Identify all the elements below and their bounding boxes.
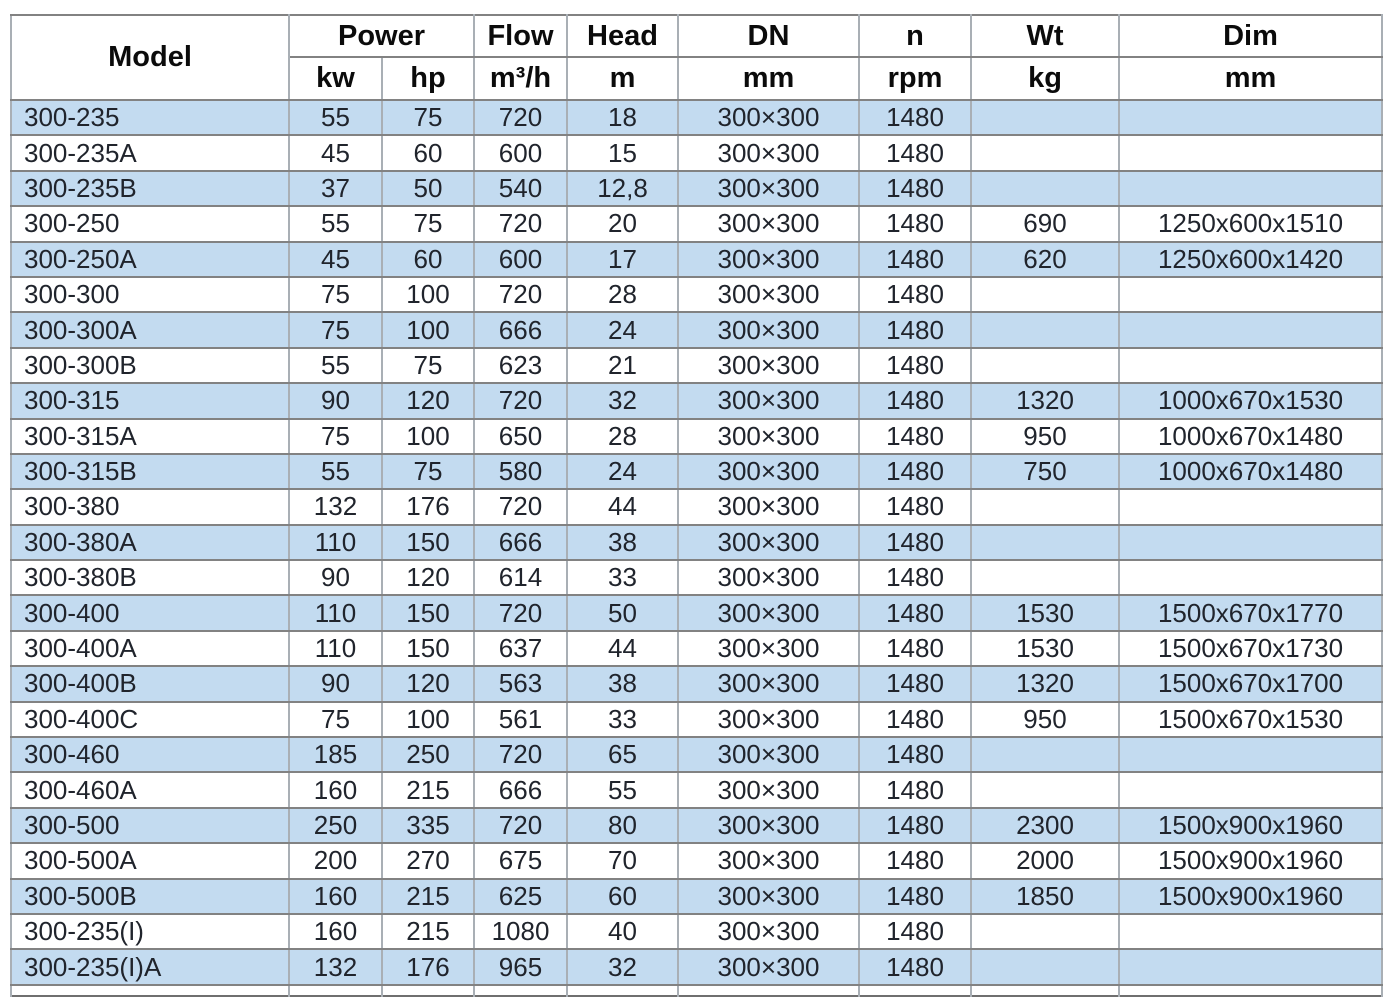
cell-head: 33 [567,560,678,595]
header-label-row [11,15,1382,57]
cell-dn: 300×300 [678,171,859,206]
table-row [11,206,1382,241]
cell-hp: 120 [382,560,474,595]
cell-wt [971,772,1119,807]
cell-hp: 150 [382,631,474,666]
cell-rpm: 1480 [859,383,971,418]
cell-head: 38 [567,525,678,560]
cell-model: 300-380B [11,560,289,595]
cell-head: 18 [567,100,678,135]
table-row [11,135,1382,170]
table-row [11,489,1382,524]
unit-hp: hp [382,57,474,100]
cell-flow: 675 [474,843,567,878]
cell-flow: 720 [474,489,567,524]
cell-rpm: 1480 [859,100,971,135]
cell-rpm: 1480 [859,914,971,949]
table-row [11,631,1382,666]
cell-rpm: 1480 [859,242,971,277]
cell-model: 300-315A [11,419,289,454]
cell-head: 28 [567,419,678,454]
unit-n: rpm [859,57,971,100]
cell-wt [971,100,1119,135]
cell-rpm: 1480 [859,489,971,524]
unit-flow: m³/h [474,57,567,100]
col-header-model: Model [11,15,289,100]
cell-model: 300-235(I)A [11,949,289,984]
cell-kw: 90 [289,666,382,701]
cell-hp: 335 [382,808,474,843]
cell-head: 32 [567,949,678,984]
cell-kw: 37 [289,171,382,206]
cell-empty [11,985,289,996]
table-row [11,702,1382,737]
cell-empty [1119,985,1382,996]
cell-hp: 100 [382,419,474,454]
cell-dim: 1500x670x1770 [1119,595,1382,630]
cell-model: 300-235B [11,171,289,206]
cell-rpm: 1480 [859,312,971,347]
cell-flow: 561 [474,702,567,737]
cell-hp: 100 [382,312,474,347]
cell-rpm: 1480 [859,348,971,383]
cell-dn: 300×300 [678,666,859,701]
cell-dn: 300×300 [678,242,859,277]
cell-dn: 300×300 [678,135,859,170]
cell-empty [474,985,567,996]
table-row [11,454,1382,489]
cell-rpm: 1480 [859,737,971,772]
table-row [11,242,1382,277]
cell-wt: 1530 [971,595,1119,630]
col-header-dn: DN [678,15,859,57]
table-row [11,312,1382,347]
cell-head: 17 [567,242,678,277]
cell-dim [1119,348,1382,383]
cell-flow: 720 [474,737,567,772]
cell-rpm: 1480 [859,277,971,312]
cell-hp: 50 [382,171,474,206]
cell-head: 44 [567,489,678,524]
cell-rpm: 1480 [859,419,971,454]
cell-flow: 540 [474,171,567,206]
table-row [11,808,1382,843]
cell-kw: 55 [289,348,382,383]
table-row [11,525,1382,560]
cell-wt [971,489,1119,524]
cell-dn: 300×300 [678,560,859,595]
cell-dn: 300×300 [678,277,859,312]
cell-dim [1119,560,1382,595]
unit-wt: kg [971,57,1119,100]
cell-dn: 300×300 [678,737,859,772]
cell-rpm: 1480 [859,843,971,878]
table-row [11,772,1382,807]
cell-kw: 132 [289,489,382,524]
cell-head: 32 [567,383,678,418]
table-body [11,100,1382,996]
cell-rpm: 1480 [859,702,971,737]
cell-model: 300-460 [11,737,289,772]
cell-dim [1119,489,1382,524]
table-row [11,100,1382,135]
cell-head: 55 [567,772,678,807]
table-row [11,419,1382,454]
cell-hp: 100 [382,277,474,312]
cell-kw: 250 [289,808,382,843]
cell-model: 300-235(I) [11,914,289,949]
cell-flow: 650 [474,419,567,454]
cell-hp: 120 [382,666,474,701]
cell-head: 20 [567,206,678,241]
cell-rpm: 1480 [859,454,971,489]
cell-wt [971,914,1119,949]
cell-dn: 300×300 [678,383,859,418]
cell-hp: 215 [382,914,474,949]
cell-rpm: 1480 [859,772,971,807]
cell-dim: 1500x670x1730 [1119,631,1382,666]
cell-dn: 300×300 [678,206,859,241]
cell-kw: 160 [289,879,382,914]
cell-wt [971,135,1119,170]
cell-kw: 200 [289,843,382,878]
cell-head: 65 [567,737,678,772]
col-header-wt: Wt [971,15,1119,57]
cell-head: 38 [567,666,678,701]
cell-head: 80 [567,808,678,843]
cell-dim: 1500x900x1960 [1119,843,1382,878]
cell-flow: 625 [474,879,567,914]
table-row [11,666,1382,701]
cell-dn: 300×300 [678,525,859,560]
cell-dim [1119,772,1382,807]
table-row [11,348,1382,383]
cell-hp: 150 [382,525,474,560]
pump-spec-table [10,14,1383,997]
cell-model: 300-315B [11,454,289,489]
unit-dn: mm [678,57,859,100]
cell-flow: 623 [474,348,567,383]
cell-dim: 1500x670x1700 [1119,666,1382,701]
cell-dim: 1500x900x1960 [1119,808,1382,843]
cell-dn: 300×300 [678,879,859,914]
cell-kw: 132 [289,949,382,984]
table-row [11,914,1382,949]
cell-kw: 160 [289,772,382,807]
cell-model: 300-250 [11,206,289,241]
cell-wt [971,348,1119,383]
cell-model: 300-500 [11,808,289,843]
cell-head: 24 [567,454,678,489]
cell-dim: 1000x670x1480 [1119,454,1382,489]
cell-dn: 300×300 [678,808,859,843]
cell-kw: 75 [289,277,382,312]
cell-head: 28 [567,277,678,312]
cell-head: 70 [567,843,678,878]
cell-wt: 1850 [971,879,1119,914]
cell-model: 300-400A [11,631,289,666]
cell-dn: 300×300 [678,914,859,949]
cell-rpm: 1480 [859,525,971,560]
cell-kw: 45 [289,242,382,277]
cell-dim [1119,525,1382,560]
unit-kw: kw [289,57,382,100]
col-header-head: Head [567,15,678,57]
cell-hp: 176 [382,489,474,524]
cell-hp: 270 [382,843,474,878]
cell-dn: 300×300 [678,489,859,524]
pump-spec-table-wrapper [10,14,1383,997]
table-row [11,949,1382,984]
cell-flow: 637 [474,631,567,666]
cell-kw: 90 [289,383,382,418]
cell-flow: 720 [474,808,567,843]
cell-rpm: 1480 [859,808,971,843]
cell-head: 12,8 [567,171,678,206]
cell-model: 300-235 [11,100,289,135]
cell-dim: 1500x670x1530 [1119,702,1382,737]
cell-empty [289,985,382,996]
cell-hp: 75 [382,100,474,135]
cell-wt [971,312,1119,347]
cell-hp: 120 [382,383,474,418]
cell-flow: 563 [474,666,567,701]
unit-dim: mm [1119,57,1382,100]
cell-dim: 1250x600x1420 [1119,242,1382,277]
cell-kw: 110 [289,595,382,630]
cell-wt: 1320 [971,666,1119,701]
cell-wt [971,560,1119,595]
cell-hp: 215 [382,879,474,914]
cell-wt: 620 [971,242,1119,277]
cell-dim: 1000x670x1530 [1119,383,1382,418]
cell-flow: 720 [474,595,567,630]
cell-wt: 950 [971,702,1119,737]
cell-wt: 690 [971,206,1119,241]
col-header-power: Power [289,15,474,57]
cell-wt: 1320 [971,383,1119,418]
cell-hp: 215 [382,772,474,807]
cell-flow: 720 [474,277,567,312]
cell-rpm: 1480 [859,879,971,914]
cell-model: 300-380A [11,525,289,560]
cell-model: 300-235A [11,135,289,170]
cell-flow: 720 [474,100,567,135]
cell-dim [1119,914,1382,949]
cell-wt: 950 [971,419,1119,454]
cell-kw: 75 [289,702,382,737]
cell-rpm: 1480 [859,206,971,241]
cell-wt [971,171,1119,206]
cell-wt: 2300 [971,808,1119,843]
cell-rpm: 1480 [859,631,971,666]
col-header-n: n [859,15,971,57]
cell-kw: 110 [289,525,382,560]
cell-dn: 300×300 [678,702,859,737]
cell-dim [1119,100,1382,135]
cell-model: 300-500B [11,879,289,914]
table-row [11,383,1382,418]
cell-wt [971,277,1119,312]
cell-model: 300-300A [11,312,289,347]
cell-kw: 185 [289,737,382,772]
table-row [11,843,1382,878]
cell-hp: 60 [382,242,474,277]
cell-model: 300-500A [11,843,289,878]
cell-kw: 55 [289,206,382,241]
cell-flow: 1080 [474,914,567,949]
cell-kw: 160 [289,914,382,949]
table-row [11,277,1382,312]
cell-rpm: 1480 [859,135,971,170]
cell-head: 33 [567,702,678,737]
cell-rpm: 1480 [859,949,971,984]
cell-head: 44 [567,631,678,666]
cell-flow: 666 [474,525,567,560]
cell-wt: 2000 [971,843,1119,878]
cell-rpm: 1480 [859,560,971,595]
cell-hp: 60 [382,135,474,170]
cell-kw: 55 [289,454,382,489]
table-row [11,879,1382,914]
cell-dim [1119,171,1382,206]
partial-row [11,985,1382,996]
cell-model: 300-250A [11,242,289,277]
col-header-dim: Dim [1119,15,1382,57]
cell-model: 300-380 [11,489,289,524]
cell-dim [1119,135,1382,170]
cell-wt: 1530 [971,631,1119,666]
cell-dim: 1250x600x1510 [1119,206,1382,241]
cell-flow: 720 [474,383,567,418]
cell-kw: 45 [289,135,382,170]
cell-head: 50 [567,595,678,630]
cell-dn: 300×300 [678,949,859,984]
cell-dn: 300×300 [678,595,859,630]
cell-head: 21 [567,348,678,383]
cell-empty [382,985,474,996]
cell-wt [971,737,1119,772]
cell-dn: 300×300 [678,312,859,347]
cell-hp: 176 [382,949,474,984]
cell-dim: 1000x670x1480 [1119,419,1382,454]
cell-flow: 666 [474,312,567,347]
cell-dn: 300×300 [678,631,859,666]
cell-dim [1119,737,1382,772]
cell-dn: 300×300 [678,454,859,489]
cell-head: 60 [567,879,678,914]
cell-flow: 600 [474,135,567,170]
cell-hp: 100 [382,702,474,737]
cell-head: 24 [567,312,678,347]
cell-kw: 75 [289,312,382,347]
cell-head: 15 [567,135,678,170]
cell-rpm: 1480 [859,595,971,630]
cell-kw: 110 [289,631,382,666]
cell-hp: 150 [382,595,474,630]
unit-head: m [567,57,678,100]
cell-dn: 300×300 [678,772,859,807]
cell-empty [567,985,678,996]
cell-dn: 300×300 [678,843,859,878]
cell-dim [1119,949,1382,984]
cell-model: 300-315 [11,383,289,418]
cell-flow: 580 [474,454,567,489]
cell-rpm: 1480 [859,171,971,206]
cell-flow: 600 [474,242,567,277]
cell-model: 300-400C [11,702,289,737]
cell-dim [1119,312,1382,347]
cell-head: 40 [567,914,678,949]
table-row [11,595,1382,630]
cell-flow: 720 [474,206,567,241]
cell-flow: 965 [474,949,567,984]
col-header-flow: Flow [474,15,567,57]
cell-kw: 90 [289,560,382,595]
cell-wt: 750 [971,454,1119,489]
cell-hp: 75 [382,206,474,241]
cell-hp: 75 [382,454,474,489]
cell-dn: 300×300 [678,100,859,135]
cell-flow: 614 [474,560,567,595]
cell-kw: 75 [289,419,382,454]
cell-hp: 250 [382,737,474,772]
table-header [11,15,1382,100]
cell-wt [971,525,1119,560]
cell-flow: 666 [474,772,567,807]
cell-dn: 300×300 [678,348,859,383]
cell-model: 300-400 [11,595,289,630]
cell-model: 300-300 [11,277,289,312]
cell-dim [1119,277,1382,312]
table-row [11,737,1382,772]
cell-model: 300-400B [11,666,289,701]
table-row [11,171,1382,206]
cell-wt [971,949,1119,984]
cell-empty [678,985,859,996]
cell-rpm: 1480 [859,666,971,701]
cell-model: 300-460A [11,772,289,807]
cell-hp: 75 [382,348,474,383]
cell-kw: 55 [289,100,382,135]
cell-empty [859,985,971,996]
table-row [11,560,1382,595]
cell-dim: 1500x900x1960 [1119,879,1382,914]
cell-model: 300-300B [11,348,289,383]
cell-dn: 300×300 [678,419,859,454]
cell-empty [971,985,1119,996]
